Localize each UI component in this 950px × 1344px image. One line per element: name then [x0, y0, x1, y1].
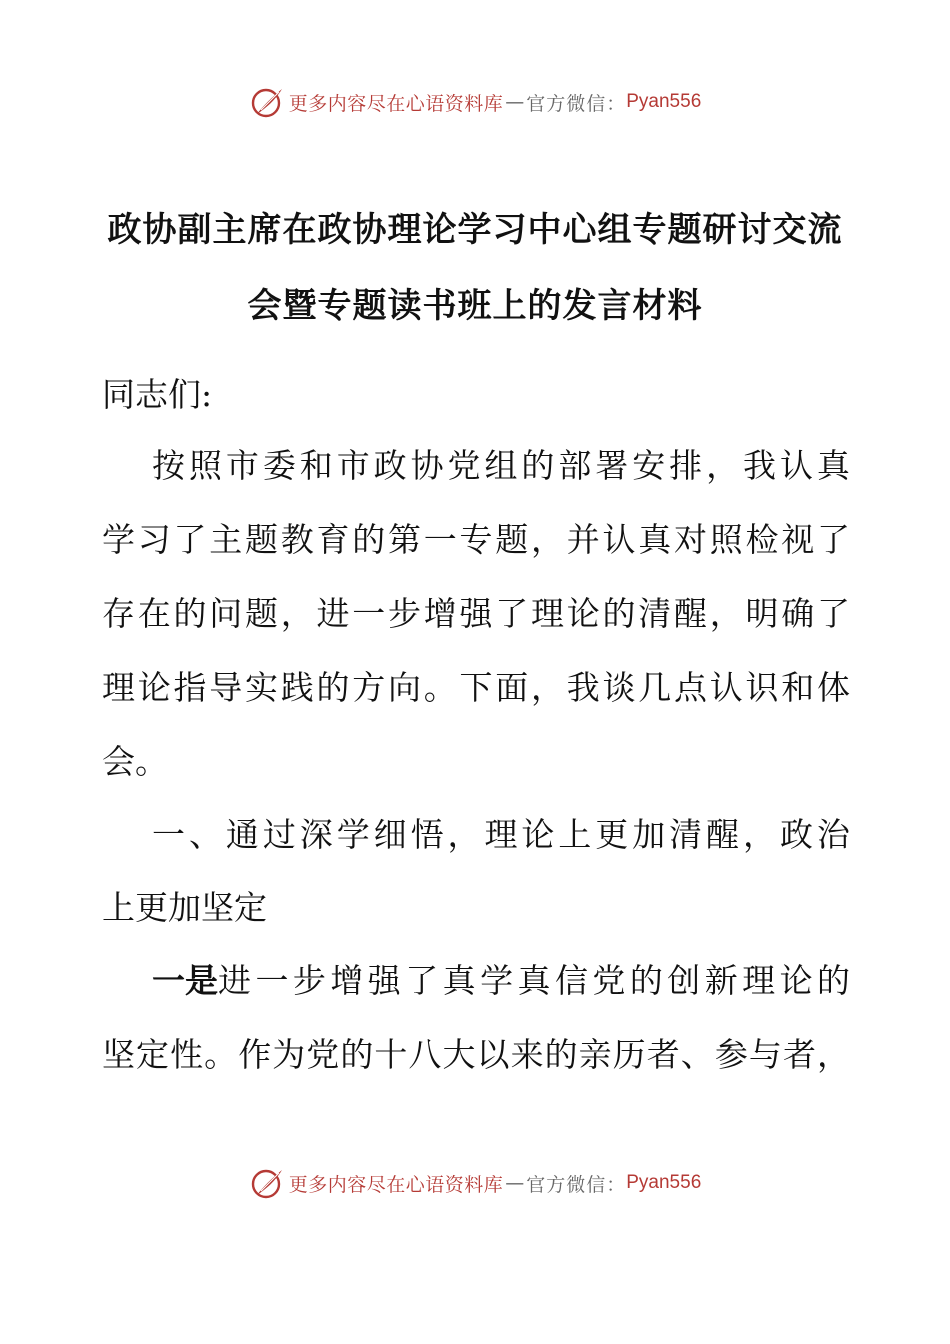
paragraph-line: 会。 — [102, 742, 168, 781]
watermark-wechat-id: Pyan556 — [626, 91, 702, 112]
paragraph-line-text: 进 一 步 增 强 了 真 学 真 信 党 的 创 新 理 论 的 — [218, 961, 850, 1000]
paragraph-line: 学 习 了 主 题 教 育 的 第 一 专 题 ， 并 认 真 对 照 检 视 了 — [102, 520, 850, 559]
watermark-wechat-label: 官方微信： — [526, 1173, 627, 1196]
paragraph-lead-bold: 一是 — [152, 961, 218, 1000]
paragraph-line: 按 照 市 委 和 市 政 协 党 组 的 部 署 安 排 ， 我 认 真 — [152, 446, 850, 485]
header-watermark — [0, 82, 950, 122]
paragraph-line-lead — [152, 958, 850, 1004]
watermark-dash: — — [505, 91, 525, 113]
watermark-dash: — — [505, 1172, 525, 1194]
watermark-brand: 更多内容尽在心语资料库 — [288, 92, 504, 115]
watermark-brand: 更多内容尽在心语资料库 — [288, 1173, 504, 1196]
paragraph-line: 理 论 指 导 实 践 的 方 向 。 下 面 ， 我 谈 几 点 认 识 和 体 — [102, 668, 850, 707]
quill-circle-logo-icon — [249, 84, 285, 120]
footer-watermark — [0, 1163, 950, 1203]
watermark-wechat-id: Pyan556 — [626, 1172, 702, 1193]
section-heading-line: 一 、 通 过 深 学 细 悟 ， 理 论 上 更 加 清 醒 ， 政 治 — [152, 815, 850, 854]
paragraph-line: 坚 定 性 。 作 为 党 的 十 八 大 以 来 的 亲 历 者 、 参 与 者 ， — [102, 1035, 850, 1074]
document-title-line-2: 会暨专题读书班上的发言材料 — [247, 286, 703, 326]
salutation: 同志们: — [102, 375, 213, 414]
section-heading-line: 上更加坚定 — [102, 888, 267, 927]
document-title-line-1: 政协副主席在政协理论学习中心组专题研讨交流 — [107, 210, 843, 250]
paragraph-line: 存 在 的 问 题 ， 进 一 步 增 强 了 理 论 的 清 醒 ， 明 确 了 — [102, 594, 850, 633]
quill-circle-logo-icon — [249, 1165, 285, 1201]
watermark-wechat-label: 官方微信： — [526, 92, 627, 115]
